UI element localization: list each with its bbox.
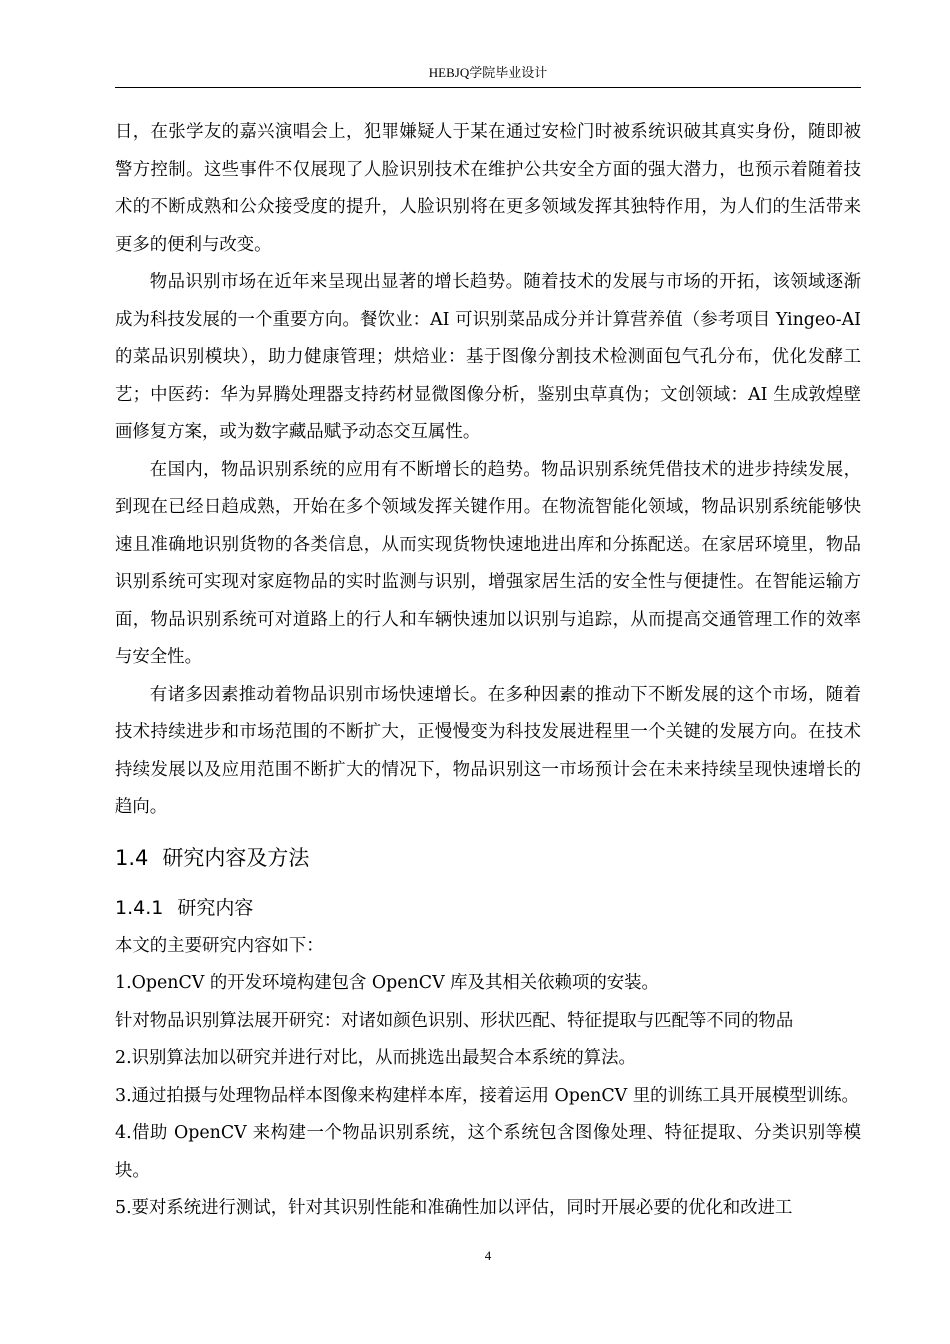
section-heading	[115, 827, 861, 889]
list-item: 3.通过拍摄与处理物品样本图像来构建样本库，接着运用 OpenCV 里的训练工具开展模型训练。	[115, 1085, 859, 1106]
paragraph-domestic-application: 在国内，物品识别系统的应用有不断增长的趋势。物品识别系统凭借技术的进步持续发展，到现在已经日趋成熟，开始在多个领域发挥关键作用。在物流智能化领域，物品识别系统能够快速且准确地识别货物的各类信息，从而实现货物快速地进出库和分拣配送。在家居环境里，物品识别系统可实现对家庭物品的实时监测与识别，增强家居生活的安全性与便捷性。在智能运输方面，物品识别系统可对道路上的行人和车辆快速加以识别与追踪，从而提高交通管理工作的效率与安全性。	[115, 459, 861, 667]
list-item: 针对物品识别算法展开研究：对诸如颜色识别、形状匹配、特征提取与匹配等不同的物品	[115, 1010, 794, 1031]
list-item: 4.借助 OpenCV 来构建一个物品识别系统，这个系统包含图像处理、特征提取、分类识别等模块。	[115, 1123, 861, 1181]
subsection-title: 研究内容	[177, 896, 254, 919]
section-title: 研究内容及方法	[162, 845, 310, 870]
paragraph-continuation: 日，在张学友的嘉兴演唱会上，犯罪嫌疑人于某在通过安检门时被系统识破其真实身份，随即被警方控制。这些事件不仅展现了人脸识别技术在维护公共安全方面的强大潜力，也预示着随着技术的不断成熟和公众接受度的提升，人脸识别将在更多领域发挥其独特作用，为人们的生活带来更多的便利与改变。	[115, 122, 861, 255]
research-intro: 本文的主要研究内容如下：	[115, 935, 324, 956]
section-number: 1.4	[115, 845, 149, 870]
page-header: HEBJQ学院毕业设计	[428, 65, 548, 80]
list-item: 2.识别算法加以研究并进行对比，从而挑选出最契合本系统的算法。	[115, 1048, 636, 1068]
paragraph-growth-factors: 有诸多因素推动着物品识别市场快速增长。在多种因素的推动下不断发展的这个市场，随着技术持续进步和市场范围的不断扩大，正慢慢变为科技发展进程里一个关键的发展方向。在技术持续发展以及应用范围不断扩大的情况下，物品识别这一市场预计会在未来持续呈现快速增长的趋向。	[115, 684, 861, 817]
header-divider	[115, 87, 861, 88]
page-body	[115, 114, 861, 1228]
subsection-heading	[115, 889, 861, 928]
list-item: 1.OpenCV 的开发环境构建包含 OpenCV 库及其相关依赖项的安装。	[115, 973, 659, 993]
paragraph-market-trend: 物品识别市场在近年来呈现出显著的增长趋势。随着技术的发展与市场的开拓，该领域逐渐成为科技发展的一个重要方向。餐饮业：AI 可识别菜品成分并计算营养值（参考项目 Yingeo-AI 的菜品识别模块），助力健康管理；烘焙业：基于图像分割技术检测面包气孔分布，优化发酵工艺；中医药：华为昇腾处理器支持药材显微图像分析，鉴别虫草真伪；文创领域：AI 生成敦煌壁画修复方案，或为数字藏品赋予动态交互属性。	[115, 272, 861, 442]
subsection-number: 1.4.1	[115, 896, 164, 919]
list-item: 5.要对系统进行测试，针对其识别性能和准确性加以评估，同时开展必要的优化和改进工	[115, 1198, 793, 1218]
page-number: 4	[484, 1248, 492, 1263]
